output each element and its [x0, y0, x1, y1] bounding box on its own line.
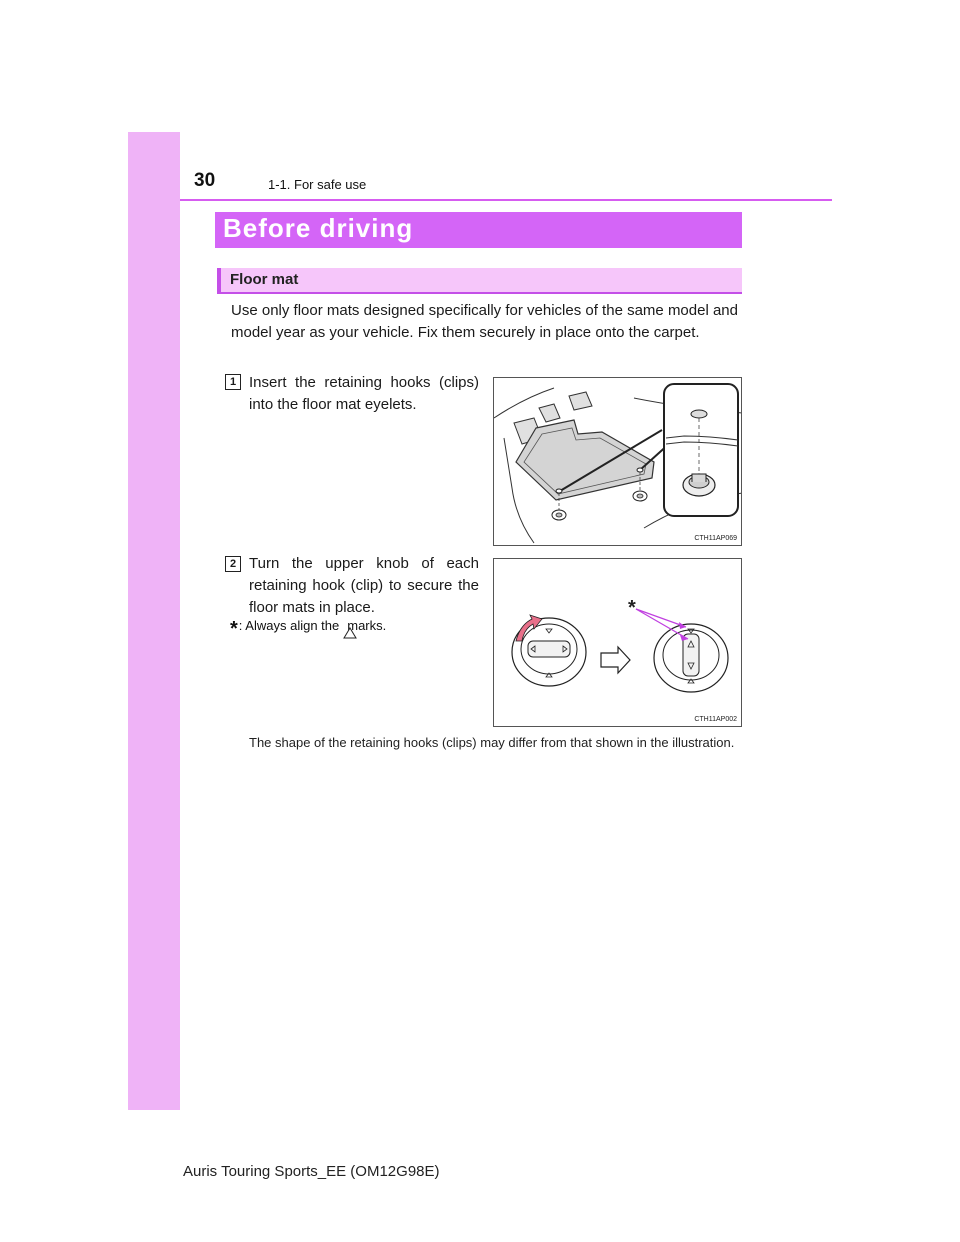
footnote: The shape of the retaining hooks (clips) may differ from that shown in the illustration. — [249, 735, 735, 750]
knob-drawing — [494, 559, 742, 727]
step-text-2: Turn the upper knob of each retaining hook (clip) to secure the floor mats in place. — [249, 555, 479, 616]
section-reference: 1-1. For safe use — [268, 177, 367, 192]
side-tab — [128, 132, 180, 1110]
step-number-2: 2 — [225, 556, 241, 572]
note-asterisk: * — [230, 618, 238, 640]
document-id: Auris Touring Sports_EE (OM12G98E) — [183, 1163, 440, 1180]
retaining-hook-knob-illustration — [493, 558, 742, 727]
floor-mat-drawing — [494, 378, 742, 546]
figure-callout-asterisk: * — [628, 597, 636, 619]
floor-mat-illustration — [493, 377, 742, 546]
subsection-title: Floor mat — [230, 271, 299, 288]
page-number: 30 — [194, 170, 216, 191]
note-text-after: marks. — [347, 618, 387, 633]
header-rule — [180, 199, 832, 201]
step-number-1: 1 — [225, 374, 241, 390]
figure-code-1: CTH11AP069 — [694, 535, 737, 542]
alignment-note — [230, 618, 386, 641]
step-text-1: Insert the retaining hooks (clips) into the floor mat eyelets. — [249, 374, 479, 413]
page-title: Before driving — [223, 213, 414, 243]
figure-code-2: CTH11AP002 — [694, 716, 737, 723]
intro-paragraph: Use only floor mats designed specifically for vehicles of the same model and model year as your vehicle. Fix them securely in place onto the carpet. — [231, 302, 738, 341]
note-text-before: : Always align the — [238, 618, 340, 633]
